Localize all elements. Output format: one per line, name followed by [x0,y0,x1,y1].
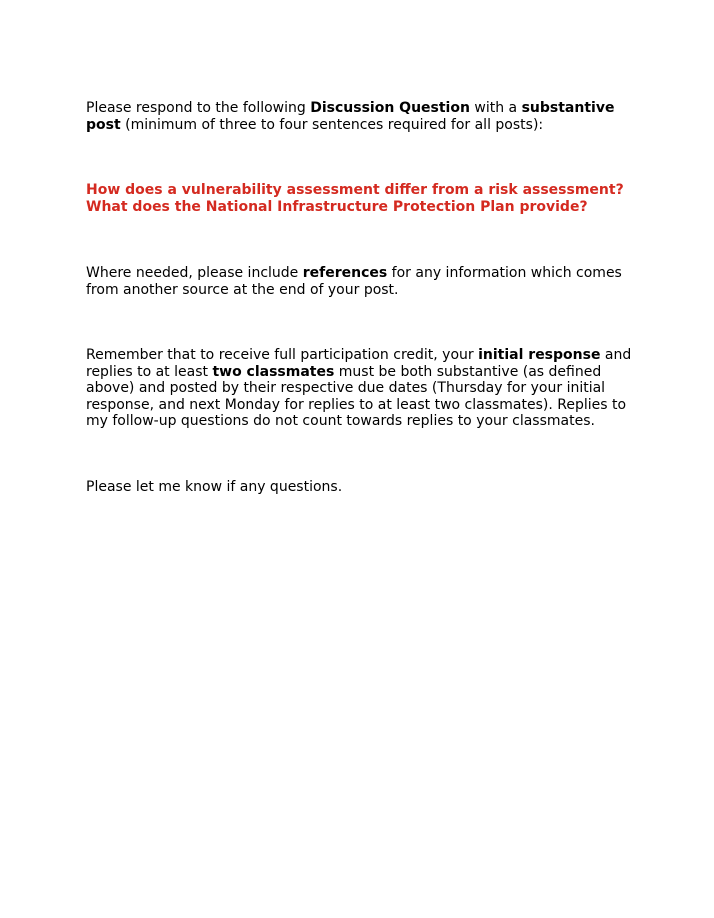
question-line-2: What does the National Infrastructure Protection Plan provide? [86,198,588,215]
instruction-text-2: with a [469,100,522,116]
participation-text-2: and replies to at least [86,347,632,380]
references-paragraph [86,265,646,298]
closing-paragraph: Please let me know if any questions. [86,479,343,495]
instruction-text-3: (minimum of three to four sentences required for all posts): [120,116,544,133]
participation-paragraph [86,347,646,430]
participation-text-3: must be both substantive (as defined above) and posted by their respective due dates (Thursday for your initial response, and next Monday for replies to at least two classmates). Replies to my follow-up questions do not count towards replies to your classmates. [86,363,627,429]
discussion-question [86,182,646,215]
references-text-2: for any information which comes from another source at the end of your post. [86,265,622,298]
participation-text-1: Remember that to receive full participation credit, your [86,347,479,363]
substantive-post-emphasis: substantive post [86,100,615,133]
discussion-question-emphasis: Discussion Question [310,100,470,116]
initial-response-emphasis: initial response [478,347,601,363]
references-emphasis: references [302,265,388,281]
two-classmates-emphasis: two classmates [212,363,335,380]
question-line-1: How does a vulnerability assessment differ from a risk assessment? [86,182,624,198]
instruction-paragraph [86,100,646,133]
references-text-1: Where needed, please include [86,265,303,281]
instruction-text-1: Please respond to the following [86,100,311,116]
